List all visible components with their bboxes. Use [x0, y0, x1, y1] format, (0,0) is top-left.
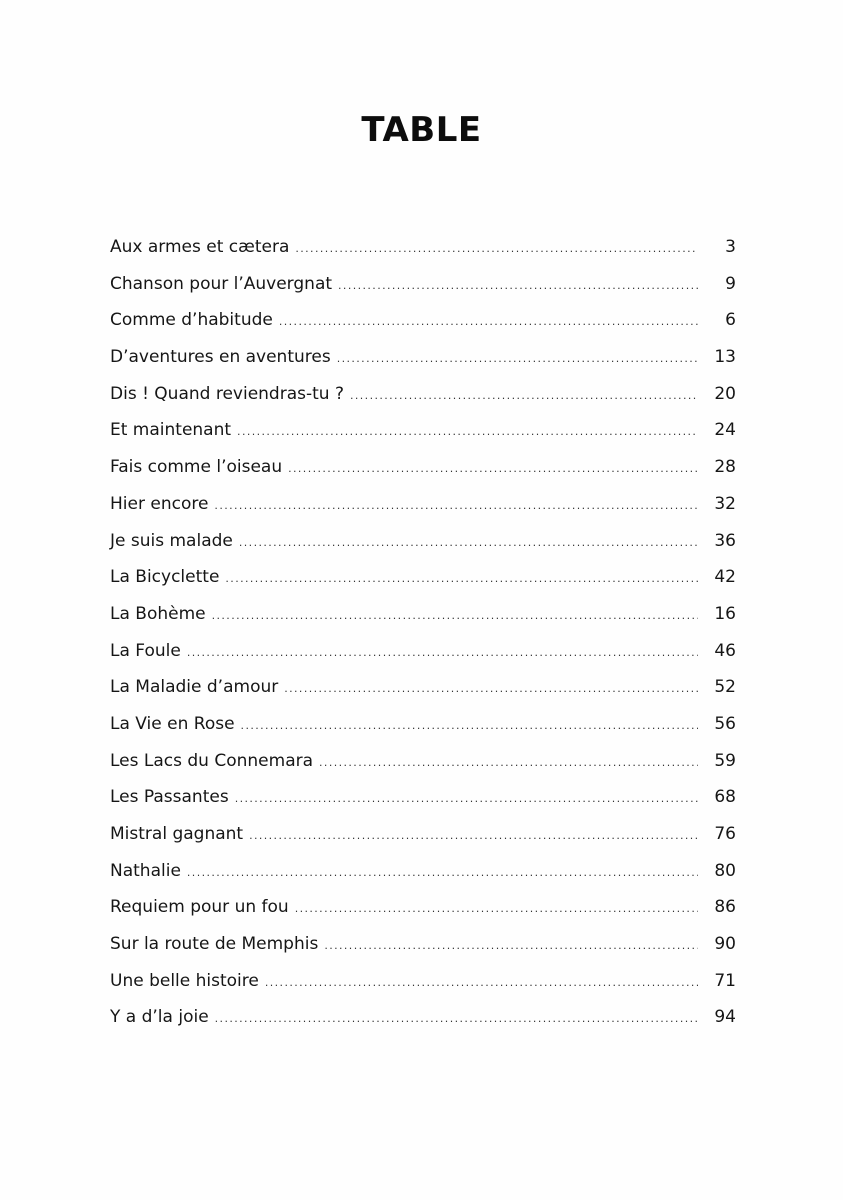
table-of-contents [110, 232, 736, 1039]
toc-entry [110, 379, 736, 416]
page-title: TABLE [361, 110, 482, 150]
toc-entry-title: La Vie en Rose [110, 713, 235, 734]
dot-leader [187, 638, 698, 668]
toc-entry-title: Fais comme l’oiseau [110, 457, 283, 478]
toc-entry-title: Mistral gagnant [110, 824, 244, 844]
dot-leader [338, 271, 698, 301]
toc-entry-title: Les Lacs du Connemara [110, 750, 314, 771]
dot-leader [279, 307, 698, 337]
toc-entry [110, 672, 736, 709]
toc-entry [110, 1002, 736, 1039]
toc-entry [110, 452, 736, 489]
toc-entry [110, 636, 736, 673]
toc-entry-title: Les Passantes [110, 787, 229, 808]
toc-entry-page: 36 [714, 530, 736, 551]
dot-leader [239, 528, 698, 558]
dot-leader [187, 858, 698, 888]
dot-leader [237, 417, 698, 447]
toc-entry [110, 746, 736, 783]
toc-entry-page: 28 [714, 457, 736, 478]
toc-entry-page: 59 [714, 750, 736, 771]
toc-entry-page: 68 [714, 787, 736, 808]
toc-entry-page: 76 [714, 824, 736, 844]
toc-entry-title: D’aventures en aventures [110, 347, 331, 368]
toc-entry [110, 599, 736, 636]
dot-leader [249, 821, 698, 851]
toc-entry-title: La Bicyclette [110, 567, 220, 588]
toc-entry [110, 856, 736, 893]
toc-entry-title: Une belle histoire [110, 970, 259, 991]
dot-leader [288, 454, 698, 484]
toc-entry-title: Requiem pour un fou [110, 897, 289, 918]
toc-entry-title: Je suis malade [110, 530, 233, 551]
toc-entry-title: Sur la route de Memphis [110, 934, 319, 955]
toc-entry-page: 52 [714, 677, 736, 698]
toc-entry-page: 3 [725, 237, 736, 257]
toc-entry [110, 709, 736, 746]
dot-leader [295, 234, 698, 264]
toc-entry-page: 9 [725, 273, 736, 294]
toc-entry-page: 94 [714, 1007, 736, 1028]
toc-entry-page: 90 [714, 934, 736, 955]
dot-leader [235, 784, 698, 814]
toc-entry-page: 56 [714, 713, 736, 734]
dot-leader [225, 564, 698, 594]
toc-entry [110, 929, 736, 966]
toc-entry-page: 24 [714, 420, 736, 441]
toc-entry-title: La Maladie d’amour [110, 677, 279, 698]
toc-entry [110, 562, 736, 599]
toc-entry-page: 20 [714, 383, 736, 404]
toc-entry-title: Chanson pour l’Auvergnat [110, 273, 333, 294]
dot-leader [284, 674, 698, 704]
toc-entry-title: Nathalie [110, 860, 181, 881]
dot-leader [337, 344, 698, 374]
toc-entry-title: Hier encore [110, 493, 209, 514]
toc-entry-title: Et maintenant [110, 420, 232, 441]
toc-entry-page: 80 [714, 860, 736, 881]
toc-entry [110, 966, 736, 1003]
toc-entry-page: 42 [714, 567, 736, 588]
toc-entry [110, 489, 736, 526]
dot-leader [350, 381, 698, 411]
toc-entry [110, 342, 736, 379]
toc-entry [110, 305, 736, 342]
toc-entry [110, 819, 736, 856]
toc-entry [110, 232, 736, 269]
toc-entry [110, 526, 736, 563]
toc-entry-title: Aux armes et cætera [110, 237, 290, 257]
dot-leader [295, 894, 698, 924]
toc-entry-page: 46 [714, 640, 736, 661]
toc-entry-title: La Bohème [110, 603, 206, 624]
toc-entry-page: 32 [714, 493, 736, 514]
dot-leader [241, 711, 698, 741]
toc-entry [110, 269, 736, 306]
toc-entry [110, 782, 736, 819]
toc-entry-title: Y a d’la joie [110, 1007, 209, 1028]
toc-entry-title: Comme d’habitude [110, 310, 273, 331]
dot-leader [212, 601, 698, 631]
dot-leader [324, 931, 698, 961]
toc-entry [110, 415, 736, 452]
toc-entry-page: 16 [714, 603, 736, 624]
toc-entry-page: 86 [714, 897, 736, 918]
toc-entry [110, 892, 736, 929]
dot-leader [214, 491, 698, 521]
toc-entry-page: 71 [714, 970, 736, 991]
toc-entry-title: Dis ! Quand reviendras-tu ? [110, 383, 344, 404]
toc-entry-page: 13 [714, 347, 736, 368]
dot-leader [215, 1004, 698, 1034]
dot-leader [265, 968, 698, 998]
toc-entry-title: La Foule [110, 640, 181, 661]
toc-entry-page: 6 [725, 310, 736, 331]
dot-leader [319, 748, 698, 778]
